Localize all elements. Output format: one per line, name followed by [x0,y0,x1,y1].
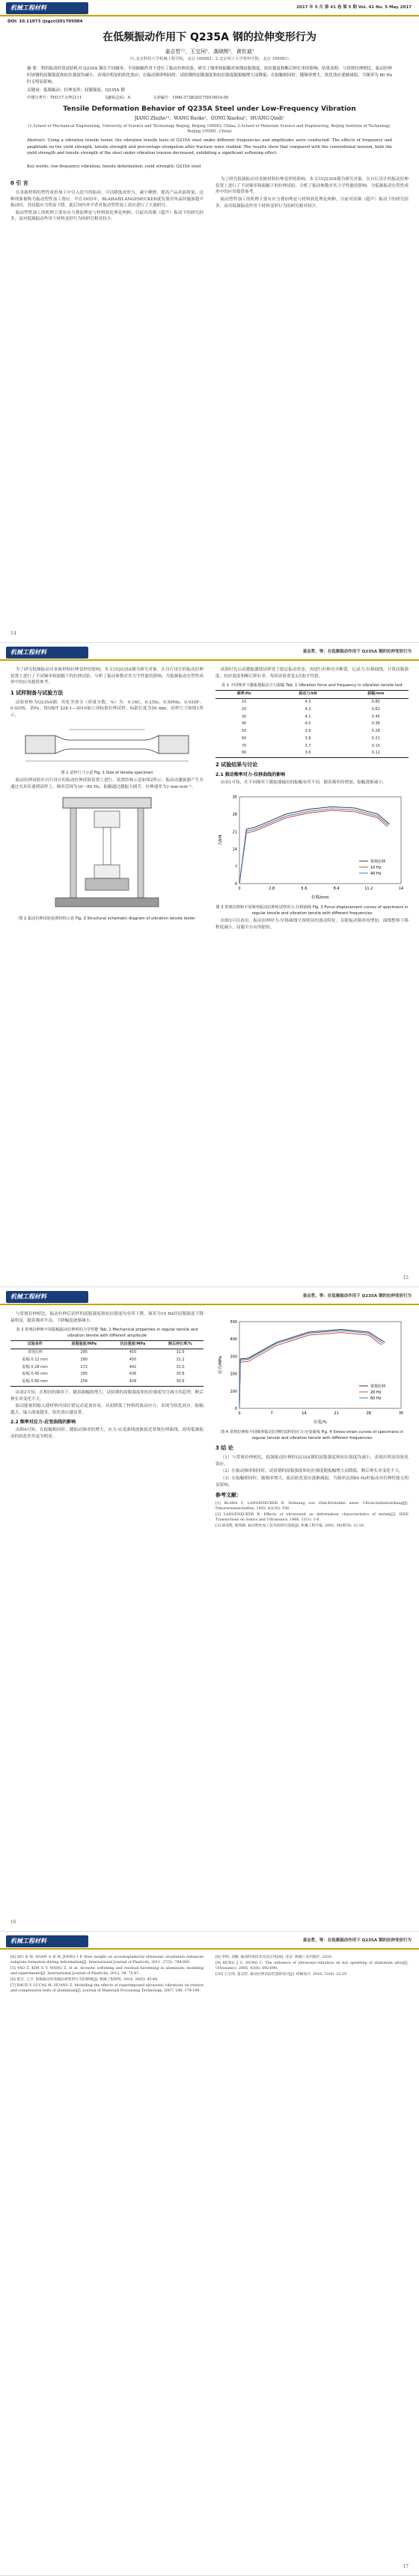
paragraph: 由图3可以看出，振动拉伸时力-位移曲线呈现明显的波动特征，且随振动频率的增加，曲线整体下移程度减小，屈服平台有所缩短。 [215,919,409,930]
paragraph: 与常规拉伸相比，振动拉伸后试样的屈服强度和抗拉强度均有所下降。频率为10 Hz时屈服强度下降最明显，随着频率升高，下降幅度逐渐减小。 [10,1312,204,1323]
y-tick-label: 100 [230,1389,237,1394]
table-cell: 振幅 0.80 mm [22,1379,48,1384]
table1-header-cell: 频率/Hz [236,691,251,697]
conclusion: （2）在振动频率相同时，试验钢的屈服强度和抗拉强度随振幅增大而降低，断后伸长率变化不大。 [220,1469,403,1474]
paragraph: 为了研究低频振动对金属材料拉伸变形的影响，本文以Q235A钢为研究对象，在自行设计的振动拉伸装置上进行了不同频率和振幅下的拉伸试验，分析了振动参数对其力学性能的影响，为低频振动在塑性成形中的应用提供参考。 [215,177,409,195]
y-tick-label: 0 [234,1407,237,1411]
table-cell: 常规拉伸 [27,1350,43,1355]
reference-item: [6] 张宝, 王卫. 低频振动对金属拉伸变形行为的影响[J]. 机械工程材料, 2014, 38(6): 45-48. [10,1977,159,1982]
table-cell: 30.8 [176,1372,185,1377]
running-head: 姜志哲，等：在低频振动作用下 Q235A 钢的拉伸变形行为 [302,1938,412,1943]
subsection-heading: 2.1 振动频率对力-位移曲线的影响 [215,771,286,777]
paragraph: 试验材料为Q235A钢，其化学成分（质量分数，%）为：0.16C，0.25Si，0.50Mn，0.030P，0.025S，余Fe。按GB/T 228.1—2010加工成标准拉伸试样，标距长度为50 mm，试样尺寸如图1所示。 [10,700,204,718]
y-tick-label: 500 [230,1320,237,1325]
table2-header-cell: 试验条件 [27,1342,43,1347]
force-displacement-chart [215,789,409,902]
reference-item: [10] 王宝珂, 姜志哲. 振动拉伸试验装置的设计[J]. 机械设计, 2016, 33(4): 22-25. [215,1972,348,1976]
reference-item: [1] BLAHA F, LANGENECKER B. Dehnung von Zink-Kristallen unter Ultraschalleinwirkung[J]. Naturwissenschaften, 1955, 42(20): 556. [215,1502,409,1512]
table-cell: 4.0 [305,721,311,727]
table-cell: 70 [241,743,247,748]
table-cell: 428 [129,1379,137,1384]
table-row [215,721,409,728]
stress-strain-chart [215,1314,409,1426]
table-cell: 10 [241,700,247,705]
table1-header-cell: 振幅/mm [367,691,385,697]
clc-number: 中图分类号：TH117.1/TG111 [27,96,82,100]
authors-en: JIANG Zhizhe¹²，WANG Baoke¹，GONG Xiaohui¹，HUANG Qindi¹ [134,116,285,121]
table-cell: 0.21 [371,736,380,741]
plot-frame [239,1322,401,1408]
page-header [0,644,419,661]
page-header [0,0,419,16]
series-line [239,1331,384,1408]
table-cell: 4.3 [305,700,311,705]
reference-item: [3] 韩清凯, 闻邦椿. 振动塑性加工技术的研究进展[J]. 机械工程学报, 2002, 38(增刊): 12-16. [215,1523,365,1528]
journal-logo: 机械工程材料 [6,1935,88,1947]
x-axis-label: 应变/% [313,1420,328,1425]
doc-code: 文献标志码：A [104,96,131,100]
table-cell: 455 [129,1350,137,1355]
right-column [215,667,409,931]
section-heading: 3 结 论 [215,1445,233,1452]
right-column [215,1956,409,1979]
table-cell: 50 [241,729,247,734]
y-tick-label: 21 [232,830,237,835]
table-cell: 3.7 [305,743,311,748]
section-heading: 1 试样制备与试验方法 [10,689,64,696]
issue-info: 2017 年 5 月 第 41 卷 第 5 期 Vol. 41 No. 5 May 2017 [296,5,412,10]
table-row [215,736,409,743]
page-number: 17 [403,2564,409,2570]
table-cell: 280 [80,1357,88,1362]
y-tick-label: 400 [230,1337,237,1343]
x-tick-label: 7 [270,1411,273,1416]
series-line [239,1329,385,1408]
table-cell: 442 [129,1364,137,1369]
paragraph: 振动塑性加工的机理主要有应力叠加理论与材料软化理论两种。目前对高频（超声）振动下的研究较多，而对低频振动作用下材料变形行为的研究相对较少。 [10,210,204,222]
table-row [215,728,409,736]
x-tick-label: 8.4 [333,886,340,891]
table-cell: 256 [80,1379,88,1384]
affiliation-en: (1.School of Mechanical Engineering, University of Science and Technology Beijing, Beijing 100083, China; 2.School of Materials Science and Engineering, Beijing Institute of Technology, Beijing 100081, China) [28,124,391,135]
title-en: Tensile Deformation Behavior of Q235A Steel under Low-Frequency Vibration [63,105,356,113]
running-head: 姜志哲，等：在低频振动作用下 Q235A 钢的拉伸变形行为 [302,650,412,654]
table-cell: 振幅 0.45 mm [22,1372,48,1377]
reference-item: [5] YAO Z, KIM G Y, WANG Z, et al. Acoustic softening and residual hardening in aluminum: modeling and experiments[J]. International Journal of Plasticity, 2012, 39: 75-87. [10,1966,204,1976]
table-cell: 3.6 [305,751,311,756]
series-line [239,809,388,884]
keywords-en: Key words: low-frequency vibration; tensile deformation; yield strength; Q235A steel [27,164,201,169]
table-row [10,1364,204,1372]
series-line [239,810,388,884]
table-cell: 40 [241,721,247,727]
affiliation-cn: (1.北京科技大学机械工程学院，北京 100083；2.北京理工大学材料学院，北京 100081) [130,57,289,61]
y-tick-label: 200 [230,1372,237,1377]
table-1-caption: 表 1 不同频率下激振器振动力与振幅 Tab. 1 Vibration force and frequency in vibration tensile test [221,683,403,688]
table-2 [10,1340,204,1387]
table-cell: 30 [241,714,247,719]
y-tick-label: 28 [232,813,237,818]
conclusion: （1）与常规拉伸相比，低频振动拉伸时Q235A钢的屈服强度和抗拉强度均减小，表现出明显的软化效应。 [215,1455,409,1467]
legend-label: 40 Hz [370,871,382,876]
y-tick-label: 300 [230,1355,237,1360]
table-row [215,714,409,721]
page-header [0,1933,419,1950]
table-cell: 0.12 [371,751,380,756]
x-tick-label: 14 [302,1411,307,1416]
paragraph: 振动能量的输入使材料内部位错运动更加容易，从而降低了材料的流动应力，表现为软化效应。振幅越大，输入能量越多，软化效应越显著。 [10,1404,204,1415]
table-cell: 3.9 [305,729,311,734]
figure-2-caption: 图 2 振动拉伸试验装置结构示意 Fig. 2 Structural schematic diagram of vibration tensile tester [19,916,195,922]
left-column [10,1956,204,1995]
reference-item: [4] SIU K W, NGAN A H W, JONES I P. New insight on acoustoplasticity-ultrasonic irradiation enhances subgrain formation during deformation[J]. International Journal of Plasticity, 2011, 27(5): 788-800. [10,1956,204,1965]
table-cell: 450 [129,1357,137,1362]
y-tick-label: 14 [232,847,237,852]
section-heading: 2 试验结果与讨论 [215,762,258,768]
title-cn: 在低频振动作用下 Q235A 钢的拉伸变形行为 [103,31,316,43]
table-cell: 285 [80,1350,88,1355]
page-3 [0,1289,419,1932]
table-cell: 272 [80,1364,88,1369]
figure-1-caption: 图 1 试样尺寸示意 Fig. 1 Size of tensile specimen [61,770,153,775]
table-cell: 0.45 [371,714,380,719]
table-cell: 31.2 [176,1357,185,1362]
table-cell: 振幅 0.28 mm [22,1364,48,1369]
y-tick-label: 7 [234,864,237,869]
page-4 [0,1933,419,2576]
page-1 [0,0,419,643]
section-heading: 0 引 言 [10,180,28,186]
table-cell: 振幅 0.12 mm [22,1357,48,1362]
paragraph: 为了研究低频振动对金属材料拉伸变形的影响，本文以Q235A钢为研究对象，在自行设计的振动拉伸装置上进行了不同频率和振幅下的拉伸试验，分析了振动参数对其力学性能的影响，为低频振动在塑性成形中的应用提供参考。 [10,668,204,685]
legend-label: 常规拉伸 [370,859,386,864]
table-cell: 0.62 [371,706,380,712]
table-1 [215,690,409,758]
table-row [215,706,409,714]
table-cell: 0.36 [371,721,380,727]
journal-logo: 机械工程材料 [6,647,88,659]
left-column [10,176,204,224]
page-number: 14 [10,631,16,637]
tester-schematic [10,793,204,913]
table-row [215,699,409,706]
running-head: 姜志哲，等：在低频振动作用下 Q235A 钢的拉伸变形行为 [302,1294,412,1298]
doi: DOI: 10.11973 /jxgccl201705004 [7,19,83,24]
reference-item: [7] DAUD Y, LUCAS M, HUANG Z. Modelling the effects of superimposed ultrasonic vibrations on tension and compression tests of aluminium[J]. Journal of Materials Processing Technology, 2007, 186: 179-190. [10,1983,204,1993]
x-tick-label: 21 [334,1411,339,1416]
right-column [215,1311,409,1530]
authors-cn: 姜志哲¹²，王宝珂¹，龚晓辉¹，黄钦迪¹ [165,49,254,55]
table-row [215,750,409,757]
journal-logo: 机械工程材料 [6,2,88,14]
y-axis-label: 应力/MPa [218,1355,223,1375]
table-row [10,1349,204,1357]
table-cell: 20 [241,706,247,712]
legend-label: 常规拉伸 [370,1384,386,1389]
page-header [0,1289,419,1305]
table-cell: 4.1 [305,714,311,719]
legend-label: 60 Hz [370,1396,382,1401]
table2-header-cell: 屈服强度/MPa [71,1342,97,1347]
left-column [10,667,204,923]
table-row [10,1378,204,1386]
table-cell: 31.0 [176,1364,185,1369]
table-cell: 4.2 [305,706,311,712]
x-tick-label: 11.2 [364,886,373,891]
paragraph: 振动拉伸试验在自行设计的振动拉伸试验装置上进行，装置结构示意如图2所示。振动由激振器产生并通过夹具传递到试样上，频率范围为10～80 Hz，振幅通过激振力调节。拉伸速率为2 mm·min⁻¹。 [10,777,204,789]
table-cell: 80 [241,751,247,756]
paragraph: 在金属材料的塑性成形加工中引入适当的振动，可以降低成形力、减小摩擦、提高产品表面质量，这种现象被称为振动塑性加工效应。早在1955年，BLAHA和LANGENECKER就发现对单晶锌施加超声振动时，其屈服应力明显下降，此后国内外学者对振动塑性加工效应进行了大量研究。 [10,190,204,209]
table2-header-cell: 抗拉强度/MPa [120,1342,146,1347]
x-tick-label: 14 [398,886,404,891]
table-cell: 265 [80,1372,88,1377]
legend-label: 10 Hz [370,865,382,870]
table-row [10,1357,204,1364]
table-cell: 60 [241,736,247,741]
paragraph: 振动塑性加工的机理主要有应力叠加理论与材料软化理论两种。目前对高频（超声）振动下的研究较多，而对低频振动作用下材料变形行为的研究相对较少。 [215,197,409,209]
classification-row [27,96,392,102]
series-line [239,807,390,884]
table1-header-cell: 振动力/kN [299,691,317,697]
right-column [215,176,409,210]
figure-3-caption: 图 3 常规拉伸和不同频率振动拉伸时试样的力-位移曲线 Fig. 3 Force-displacement curves of specimens in regular tensile and vibration tensile with different frequencies [215,905,409,916]
x-axis-label: 位移/mm [311,895,329,900]
abstract-en: Abstract: Using a vibration tensile tester, the vibration tensile tests of Q235A steel under different frequencies and amplitudes were conducted. The effects of frequency and amplitude on the yield strength, tensile strength and percentage elongation after fracture were studied. The results show that compared with the conventional tension, both the yield strength and tensile strength of the steel under vibration tension decreased, exhibiting a significant softening effect. [27,138,392,156]
table-cell: 3.8 [305,736,311,741]
x-tick-label: 28 [366,1411,371,1416]
page-2 [0,644,419,1287]
reference-item: [8] 李明, 刘强. 振动时效技术及其应用[M]. 北京: 机械工业出版社, 2010. [215,1956,333,1959]
abstract-cn: 摘 要：利用振动时效试验机对 Q235A 钢在不同频率、不同振幅作用下进行了振动拉伸试验，研究了频率和振幅对该钢屈服强度、抗拉强度和断后伸长率的影响。结果表明：与常规拉伸相比，振动拉伸时该钢的屈服强度和抗拉强度均减小，表现出明显的软化效应；在振动频率相同时，试验钢的屈服强度和抗拉强度随振幅增大而降低；在振幅相同时，随频率增大，软化效应逐渐减弱，当频率为 80 Hz 时无明显影响。 [27,67,392,84]
x-tick-label: 35 [398,1411,404,1416]
references-heading: 参考文献： [215,1492,242,1499]
table2-header-cell: 断后伸长率/% [168,1342,192,1347]
table-cell: 0.15 [371,743,380,748]
specimen-drawing [10,722,204,767]
legend-label: 20 Hz [370,1390,382,1395]
conclusion: （3）在振幅相同时，随频率增大，振动软化效应逐渐减弱，当频率达到80 Hz时振动对拉伸性能无明显影响。 [215,1476,409,1488]
series-line [239,1333,382,1408]
table-cell: 0.28 [371,729,380,734]
y-tick-label: 35 [232,795,237,800]
keywords-cn: 关键词：低频振动；拉伸变形；屈服强度；Q235A 钢 [27,88,125,93]
journal-logo: 机械工程材料 [6,1291,88,1303]
x-tick-label: 0 [238,886,241,891]
y-axis-label: 力/kN [218,834,223,846]
figure-4-caption: 图 4 常规拉伸和不同频率振动拉伸时试样的应力-应变曲线 Fig. 4 Stress-strain curves of specimens in regular tensile and vibration tensile with different frequencies [220,1430,404,1441]
table-cell: 31.5 [176,1350,185,1355]
reference-item: [2] LANGENECKER B. Effects of ultrasound on deformation characteristics of metals[J]. IEEE Transactions on Sonics and Ultrasonics, 1966, 13(1): 1-8. [215,1513,409,1522]
reference-item: [9] HUNG J C, HUNG C. The influence of ultrasonic-vibration on hot upsetting of aluminum alloy[J]. Ultrasonics, 2005, 43(8): 692-698. [215,1961,409,1970]
table-cell: 0.80 [371,700,380,705]
paragraph: 由表2可知，在相同的频率下，随着振幅的增大，试验钢的屈服强度和抗拉强度均呈减小的趋势，断后伸长率变化不大。 [10,1390,204,1402]
table-cell: 436 [129,1372,137,1377]
table-row [215,743,409,751]
article-number: 文章编号：1000-3738(2017)05-0014-05 [153,96,229,100]
table-2-caption: 表 2 常规拉伸和不同振幅振动拉伸时的力学性能 Tab. 2 Mechanical properties in regular tensile and vibration tensile with different amplitude [16,1328,198,1339]
left-column [10,1311,204,1440]
paragraph: 由表1可知，在不同频率下激振器输出的振幅有所不同，随着频率的增加，振幅逐渐减小。 [220,780,387,786]
table-cell: 30.6 [176,1379,185,1384]
paragraph: 由图4可知，在振幅相同时，随振动频率的增大，应力-应变曲线逐渐接近常规拉伸曲线，说明低频振动的软化作用更为明显。 [10,1427,204,1439]
paragraph: 试验时先启动激振器使试样处于稳定振动状态，再进行拉伸直至断裂，记录力-位移曲线，计算屈服强度、抗拉强度和断后伸长率，每组试验重复3次取平均值。 [215,668,409,679]
subsection-heading: 2.2 频率对应力-应变曲线的影响 [10,1419,76,1425]
table-row [10,1371,204,1378]
x-tick-label: 2.8 [269,886,275,891]
x-tick-label: 0 [238,1411,241,1416]
y-tick-label: 0 [234,881,237,887]
page-number: 16 [10,1920,16,1926]
page-number: 15 [403,1275,409,1281]
x-tick-label: 5.6 [301,886,308,891]
